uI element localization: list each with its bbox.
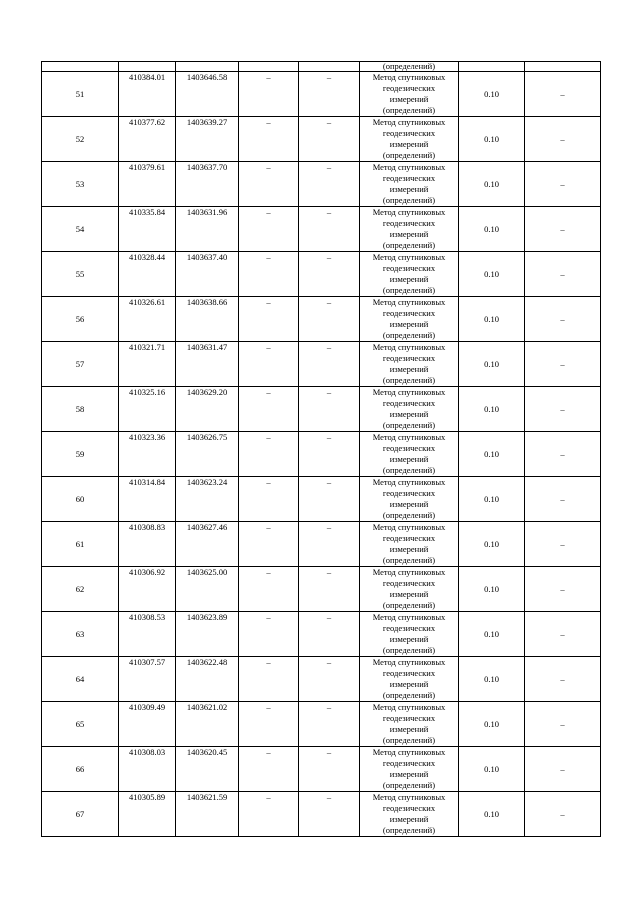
method-cell [360,657,459,702]
y-coordinate-cell: 1403621.02 [176,702,239,747]
column-5-cell: – [299,297,360,342]
point-number-cell: 66 [42,747,119,792]
cell-empty [176,62,239,72]
method-line: геодезических [382,128,436,138]
accuracy-cell: 0.10 [459,702,525,747]
y-coordinate-cell: 1403621.59 [176,792,239,837]
table-row [42,432,601,477]
x-coordinate-cell: 410323.36 [119,432,176,477]
table-row [42,342,601,387]
x-coordinate-cell: 410306.92 [119,567,176,612]
method-line: измерений [389,634,429,644]
description-cell: – [525,522,601,567]
method-line: измерений [389,769,429,779]
point-number-cell: 59 [42,432,119,477]
method-line: геодезических [382,533,436,543]
point-number-cell: 60 [42,477,119,522]
x-coordinate-cell: 410377.62 [119,117,176,162]
method-line: Метод спутниковых [372,657,446,667]
point-number-cell: 65 [42,702,119,747]
point-number-cell: 58 [42,387,119,432]
method-line: геодезических [382,578,436,588]
method-line: измерений [389,454,429,464]
point-number-cell: 51 [42,72,119,117]
method-line: Метод спутниковых [372,162,446,172]
method-line: измерений [389,229,429,239]
column-5-cell: – [299,252,360,297]
y-coordinate-cell: 1403625.00 [176,567,239,612]
accuracy-cell: 0.10 [459,657,525,702]
cell-empty [239,62,299,72]
column-5-cell: – [299,72,360,117]
table-row [42,72,601,117]
x-coordinate-cell: 410379.61 [119,162,176,207]
table-row [42,522,601,567]
method-line: (определений) [382,690,436,700]
y-coordinate-cell: 1403627.46 [176,522,239,567]
y-coordinate-cell: 1403631.96 [176,207,239,252]
point-number-cell: 56 [42,297,119,342]
x-coordinate-cell: 410325.16 [119,387,176,432]
description-cell: – [525,477,601,522]
column-4-cell: – [239,432,299,477]
method-line: геодезических [382,488,436,498]
column-4-cell: – [239,297,299,342]
point-number-cell: 53 [42,162,119,207]
column-4-cell: – [239,792,299,837]
method-line: (определений) [382,330,436,340]
method-cell [360,702,459,747]
method-line: (определений) [382,735,436,745]
method-line: (определений) [382,375,436,385]
y-coordinate-cell: 1403639.27 [176,117,239,162]
method-cell [360,432,459,477]
method-line: измерений [389,499,429,509]
method-cell [360,477,459,522]
column-4-cell: – [239,72,299,117]
cell-empty [459,62,525,72]
method-line: геодезических [382,803,436,813]
description-cell: – [525,162,601,207]
method-line: геодезических [382,398,436,408]
table-row [42,792,601,837]
description-cell: – [525,657,601,702]
point-number-cell: 67 [42,792,119,837]
y-coordinate-cell: 1403626.75 [176,432,239,477]
column-4-cell: – [239,477,299,522]
x-coordinate-cell: 410308.53 [119,612,176,657]
column-5-cell: – [299,432,360,477]
point-number-cell: 63 [42,612,119,657]
y-coordinate-cell: 1403637.70 [176,162,239,207]
description-cell: – [525,747,601,792]
description-cell: – [525,297,601,342]
accuracy-cell: 0.10 [459,117,525,162]
column-5-cell: – [299,747,360,792]
column-4-cell: – [239,702,299,747]
description-cell: – [525,117,601,162]
description-cell: – [525,342,601,387]
method-cell [360,522,459,567]
accuracy-cell: 0.10 [459,477,525,522]
method-line: Метод спутниковых [372,432,446,442]
x-coordinate-cell: 410307.57 [119,657,176,702]
method-line: измерений [389,139,429,149]
description-cell: – [525,432,601,477]
accuracy-cell: 0.10 [459,162,525,207]
accuracy-cell: 0.10 [459,522,525,567]
method-line: Метод спутниковых [372,297,446,307]
column-4-cell: – [239,747,299,792]
cell-empty [119,62,176,72]
method-cell [360,117,459,162]
description-cell: – [525,72,601,117]
description-cell: – [525,252,601,297]
method-line: (определений) [382,465,436,475]
method-line: измерений [389,679,429,689]
column-5-cell: – [299,207,360,252]
table-row [42,387,601,432]
method-line: (определений) [382,645,436,655]
accuracy-cell: 0.10 [459,432,525,477]
column-5-cell: – [299,342,360,387]
method-line: геодезических [382,758,436,768]
method-line: Метод спутниковых [372,702,446,712]
column-5-cell: – [299,702,360,747]
accuracy-cell: 0.10 [459,567,525,612]
method-cell [360,387,459,432]
method-line: геодезических [382,668,436,678]
column-4-cell: – [239,252,299,297]
method-line: геодезических [382,443,436,453]
method-line: Метод спутниковых [372,747,446,757]
accuracy-cell: 0.10 [459,747,525,792]
accuracy-cell: 0.10 [459,792,525,837]
table-row [42,297,601,342]
method-line: Метод спутниковых [372,522,446,532]
x-coordinate-cell: 410384.01 [119,72,176,117]
table-row [42,567,601,612]
table-row [42,252,601,297]
method-line: измерений [389,319,429,329]
table-row [42,747,601,792]
y-coordinate-cell: 1403623.24 [176,477,239,522]
method-line: (определений) [382,285,436,295]
method-cell [360,567,459,612]
accuracy-cell: 0.10 [459,387,525,432]
point-number-cell: 62 [42,567,119,612]
method-line: измерений [389,274,429,284]
method-line: (определений) [382,510,436,520]
method-line: (определений) [382,825,436,835]
description-cell: – [525,567,601,612]
method-line: измерений [389,724,429,734]
method-line: измерений [389,544,429,554]
description-cell: – [525,612,601,657]
y-coordinate-cell: 1403638.66 [176,297,239,342]
method-line: Метод спутниковых [372,567,446,577]
column-4-cell: – [239,387,299,432]
description-cell: – [525,387,601,432]
y-coordinate-cell: 1403622.48 [176,657,239,702]
y-coordinate-cell: 1403620.45 [176,747,239,792]
table-row [42,207,601,252]
table-row [42,117,601,162]
y-coordinate-cell: 1403631.47 [176,342,239,387]
method-line: (определений) [382,195,436,205]
cell-empty [42,62,119,72]
description-cell: – [525,207,601,252]
column-4-cell: – [239,522,299,567]
method-line: измерений [389,814,429,824]
point-number-cell: 61 [42,522,119,567]
method-line: (определений) [382,240,436,250]
method-cell [360,252,459,297]
method-cell [360,162,459,207]
column-5-cell: – [299,477,360,522]
column-4-cell: – [239,567,299,612]
column-5-cell: – [299,387,360,432]
table-row-continued [42,62,601,72]
method-line: Метод спутниковых [372,207,446,217]
cell-empty [525,62,601,72]
method-cell [360,207,459,252]
y-coordinate-cell: 1403637.40 [176,252,239,297]
method-line: геодезических [382,353,436,363]
method-cell-tail: (определений) [360,62,459,72]
method-line: геодезических [382,263,436,273]
method-line: измерений [389,364,429,374]
method-line: Метод спутниковых [372,117,446,127]
accuracy-cell: 0.10 [459,342,525,387]
column-5-cell: – [299,522,360,567]
method-line: измерений [389,409,429,419]
table-row [42,702,601,747]
accuracy-cell: 0.10 [459,72,525,117]
x-coordinate-cell: 410308.03 [119,747,176,792]
method-line: (определений) [382,150,436,160]
column-4-cell: – [239,657,299,702]
method-line: измерений [389,184,429,194]
x-coordinate-cell: 410314.84 [119,477,176,522]
description-cell: – [525,792,601,837]
description-cell: – [525,702,601,747]
method-line: (определений) [382,600,436,610]
accuracy-cell: 0.10 [459,252,525,297]
method-line: Метод спутниковых [372,387,446,397]
method-line: геодезических [382,713,436,723]
method-line: Метод спутниковых [372,252,446,262]
column-5-cell: – [299,567,360,612]
method-line: (определений) [382,780,436,790]
table-row [42,612,601,657]
method-line: геодезических [382,308,436,318]
accuracy-cell: 0.10 [459,612,525,657]
point-number-cell: 64 [42,657,119,702]
method-line: (определений) [382,105,436,115]
x-coordinate-cell: 410326.61 [119,297,176,342]
accuracy-cell: 0.10 [459,207,525,252]
method-line: измерений [389,94,429,104]
y-coordinate-cell: 1403646.58 [176,72,239,117]
point-number-cell: 57 [42,342,119,387]
column-4-cell: – [239,117,299,162]
x-coordinate-cell: 410308.83 [119,522,176,567]
method-line: геодезических [382,623,436,633]
column-5-cell: – [299,792,360,837]
x-coordinate-cell: 410335.84 [119,207,176,252]
method-line: Метод спутниковых [372,612,446,622]
column-4-cell: – [239,612,299,657]
method-line: (определений) [382,555,436,565]
column-5-cell: – [299,657,360,702]
column-4-cell: – [239,342,299,387]
method-line: геодезических [382,173,436,183]
method-cell [360,297,459,342]
table-body [42,62,601,837]
x-coordinate-cell: 410305.89 [119,792,176,837]
column-5-cell: – [299,162,360,207]
method-line: Метод спутниковых [372,72,446,82]
column-4-cell: – [239,207,299,252]
y-coordinate-cell: 1403623.89 [176,612,239,657]
method-line: геодезических [382,218,436,228]
coordinates-table [41,61,601,837]
method-cell [360,342,459,387]
accuracy-cell: 0.10 [459,297,525,342]
method-cell [360,612,459,657]
method-line: Метод спутниковых [372,342,446,352]
method-line: измерений [389,589,429,599]
x-coordinate-cell: 410328.44 [119,252,176,297]
table-row [42,162,601,207]
method-cell [360,792,459,837]
method-cell [360,747,459,792]
y-coordinate-cell: 1403629.20 [176,387,239,432]
method-line: геодезических [382,83,436,93]
point-number-cell: 54 [42,207,119,252]
table-row [42,657,601,702]
method-line: (определений) [382,420,436,430]
x-coordinate-cell: 410309.49 [119,702,176,747]
column-4-cell: – [239,162,299,207]
point-number-cell: 52 [42,117,119,162]
method-line: Метод спутниковых [372,792,446,802]
method-cell [360,72,459,117]
column-5-cell: – [299,117,360,162]
column-5-cell: – [299,612,360,657]
method-line: Метод спутниковых [372,477,446,487]
cell-empty [299,62,360,72]
x-coordinate-cell: 410321.71 [119,342,176,387]
table-row [42,477,601,522]
point-number-cell: 55 [42,252,119,297]
